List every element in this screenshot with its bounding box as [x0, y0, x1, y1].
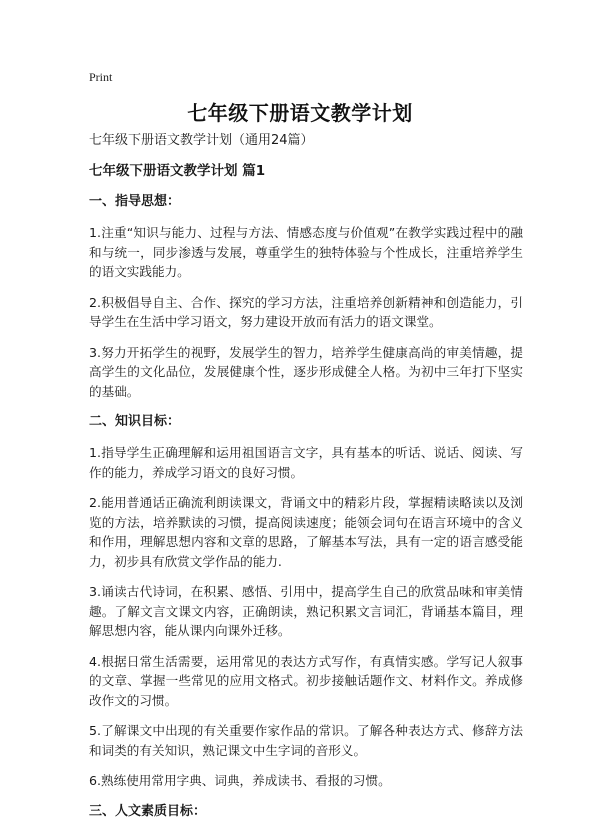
knowledge-paragraph: 4.根据日常生活需要，运用常见的表达方式写作，有真情实感。学写记人叙事的文章、掌握一些常见的应用文格式。初步接触话题作文、材料作文。养成修改作文的习惯。 [89, 653, 523, 708]
knowledge-paragraph: 1.指导学生正确理解和运用祖国语言文字，具有基本的听话、说话、阅读、写作的能力，养成学习语文的良好习惯。 [89, 445, 523, 480]
page-title: 七年级下册语文教学计划 [187, 101, 413, 125]
heading-guiding-thought: 一、指导思想： [89, 194, 181, 209]
knowledge-paragraph: 6.熟练使用常用字典、词典，养成读书、看报的习惯。 [89, 773, 391, 788]
heading-humanities-goals: 三、人文素质目标： [89, 803, 207, 819]
print-label: Print [89, 70, 113, 84]
guiding-paragraph: 2.积极倡导自主、合作、探究的学习方法，注重培养创新精神和创造能力，引导学生在生活中学习语文，努力建设开放而有活力的语文课堂。 [89, 294, 523, 329]
guiding-paragraph: 1.注重“知识与能力、过程与方法、情感态度与价值观”在教学实践过程中的融和与统一，同步渗透与发展，尊重学生的独特体验与个性成长，注重培养学生的语文实践能力。 [89, 225, 523, 279]
section-title: 七年级下册语文教学计划 篇1 [89, 163, 266, 179]
document-subtitle: 七年级下册语文教学计划（通用24篇） [89, 133, 314, 148]
document-body [89, 131, 523, 833]
knowledge-paragraph: 2.能用普通话正确流利朗读课文，背诵文中的精彩片段，掌握精读略读以及浏览的方法，培养默读的习惯，提高阅读速度；能领会词句在语言环境中的含义和作用，理解思想内容和文章的思路，了解基本写法，具有一定的语言感受能力，初步具有欣赏文学作品的能力. [89, 495, 523, 569]
guiding-paragraph: 3.努力开拓学生的视野，发展学生的智力，培养学生健康高尚的审美情趣，提高学生的文化品位，发展健康个性，逐步形成健全人格。为初中三年打下坚实的基础。 [89, 344, 523, 399]
heading-knowledge-goals: 二、知识目标： [89, 414, 181, 429]
knowledge-paragraph: 3.诵读古代诗词，在积累、感悟、引用中，提高学生自己的欣赏品味和审美情趣。了解文言文课文内容，正确朗读，熟记积累文言词汇，背诵基本篇目，理解思想内容，能从课内向课外迁移。 [89, 584, 523, 638]
knowledge-paragraph: 5.了解课文中出现的有关重要作家作品的常识。了解各种表达方式、修辞方法和词类的有关知识，熟记课文中生字词的音形义。 [89, 723, 523, 758]
